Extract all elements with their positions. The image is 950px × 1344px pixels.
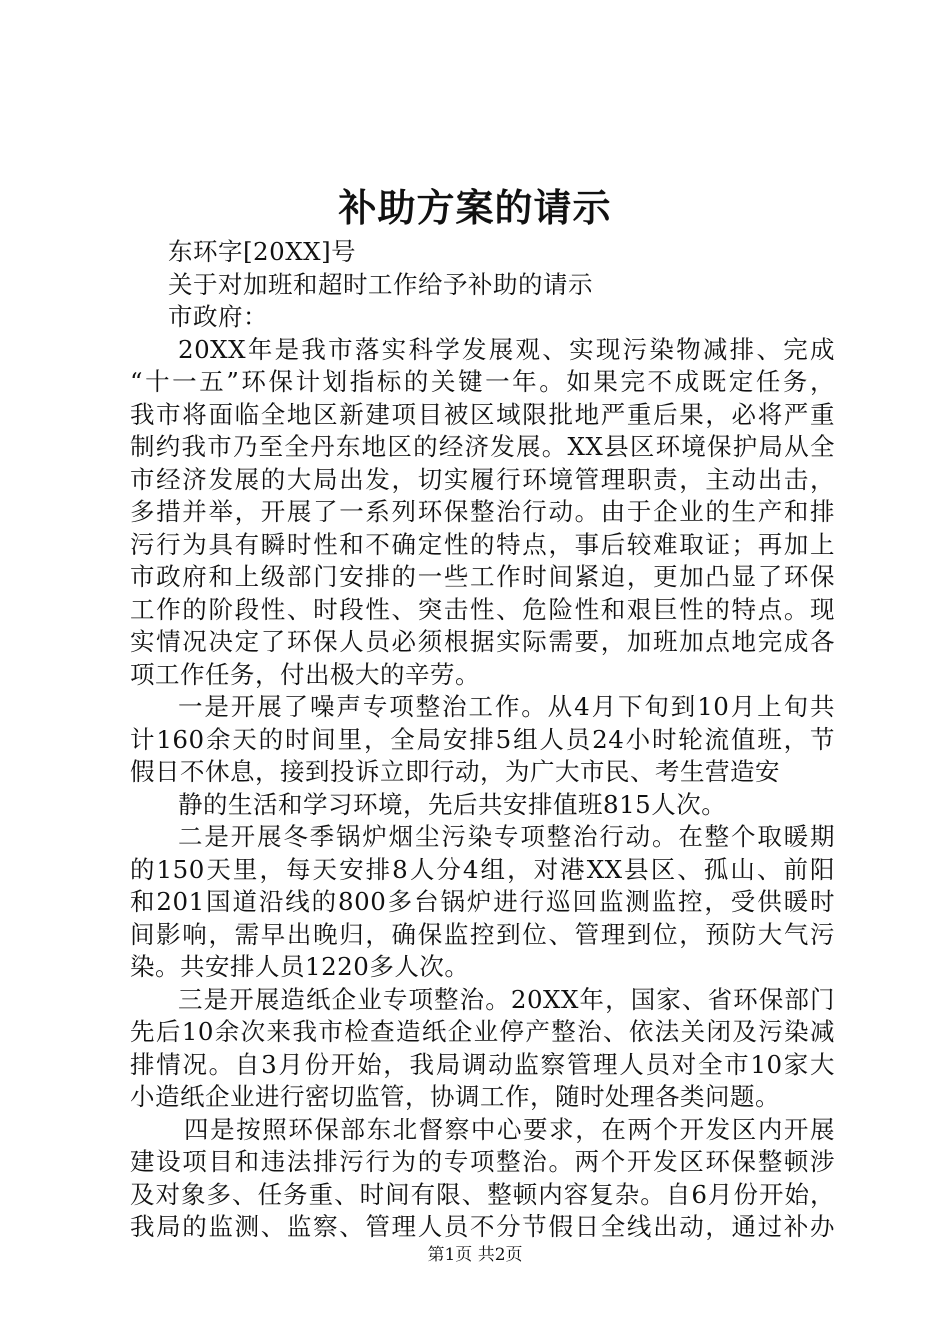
document-body xyxy=(130,236,835,1244)
paragraph-line: 和201国道沿线的800多台锅炉进行巡回监测监控，受供暖时 xyxy=(130,887,835,916)
paragraph-line: 建设项目和违法排污行为的专项整治。两个开发区环保整顿涉 xyxy=(130,1147,835,1176)
document-title: 补助方案的请示 xyxy=(338,185,612,230)
paragraph-line: 计160余天的时间里，全局安排5组人员24小时轮流值班，节 xyxy=(130,724,835,754)
paragraph-line: 多措并举，开展了一系列环保整治行动。由于企业的生产和排 xyxy=(130,497,835,526)
paragraph-line: 及对象多、任务重、时间有限、整顿内容复杂。自6月份开始， xyxy=(130,1179,835,1209)
page-footer: 第1页 共2页 xyxy=(427,1245,523,1265)
paragraph-line: 一是开展了噪声专项整治工作。从4月下旬到10月上旬共 xyxy=(178,692,835,721)
paragraph-line: 项工作任务，付出极大的辛劳。 xyxy=(130,659,480,689)
paragraph-line: 实情况决定了环保人员必须根据实际需要，加班加点地完成各 xyxy=(130,627,835,656)
paragraph-line: 污行为具有瞬时性和不确定性的特点，事后较难取证；再加上 xyxy=(130,529,835,559)
paragraph-line: 市政府和上级部门安排的一些工作时间紧迫，更加凸显了环保 xyxy=(130,562,835,591)
paragraph-line: 小造纸企业进行密切监管，协调工作，随时处理各类问题。 xyxy=(130,1082,780,1111)
paragraph-line: 染。共安排人员1220多人次。 xyxy=(130,952,470,981)
paragraph-line: 20XX年是我市落实科学发展观、实现污染物减排、完成 xyxy=(178,334,835,364)
paragraph-line: 工作的阶段性、时段性、突击性、危险性和艰巨性的特点。现 xyxy=(130,594,835,624)
paragraph-line: 先后10余次来我市检查造纸企业停产整治、依法关闭及污染减 xyxy=(130,1017,835,1046)
paragraph-line: 的150天里，每天安排8人分4组，对港XX县区、孤山、前阳 xyxy=(130,854,835,884)
paragraph-line: “十一五”环保计划指标的关键一年。如果完不成既定任务， xyxy=(130,367,835,396)
doc-subject: 关于对加班和超时工作给予补助的请示 xyxy=(168,269,593,299)
paragraph-line: 静的生活和学习环境，先后共安排值班815人次。 xyxy=(178,789,727,819)
paragraph-line: 市经济发展的大局出发，切实履行环境管理职责，主动出击， xyxy=(130,464,835,494)
paragraph-line: 制约我市乃至全丹东地区的经济发展。XX县区环境保护局从全 xyxy=(130,432,835,461)
paragraph-line: 间影响，需早出晚归，确保监控到位、管理到位，预防大气污 xyxy=(130,919,835,949)
paragraph-line: 二是开展冬季锅炉烟尘污染专项整治行动。在整个取暖期 xyxy=(178,822,835,851)
paragraph-line: 排情况。自3月份开始，我局调动监察管理人员对全市10家大 xyxy=(130,1049,835,1079)
paragraph-line: 假日不休息，接到投诉立即行动，为广大市民、考生营造安 xyxy=(130,757,780,786)
doc-addressee: 市政府： xyxy=(168,302,268,331)
paragraph-line: 四是按照环保部东北督察中心要求，在两个开发区内开展 xyxy=(184,1114,835,1144)
doc-number: 东环字[20XX]号 xyxy=(168,237,357,266)
paragraph-line: 我市将面临全地区新建项目被区域限批地严重后果，必将严重 xyxy=(130,399,835,429)
paragraph-line: 三是开展造纸企业专项整治。20XX年，国家、省环保部门 xyxy=(178,984,835,1014)
paragraph-line: 我局的监测、监察、管理人员不分节假日全线出动，通过补办 xyxy=(130,1212,835,1241)
